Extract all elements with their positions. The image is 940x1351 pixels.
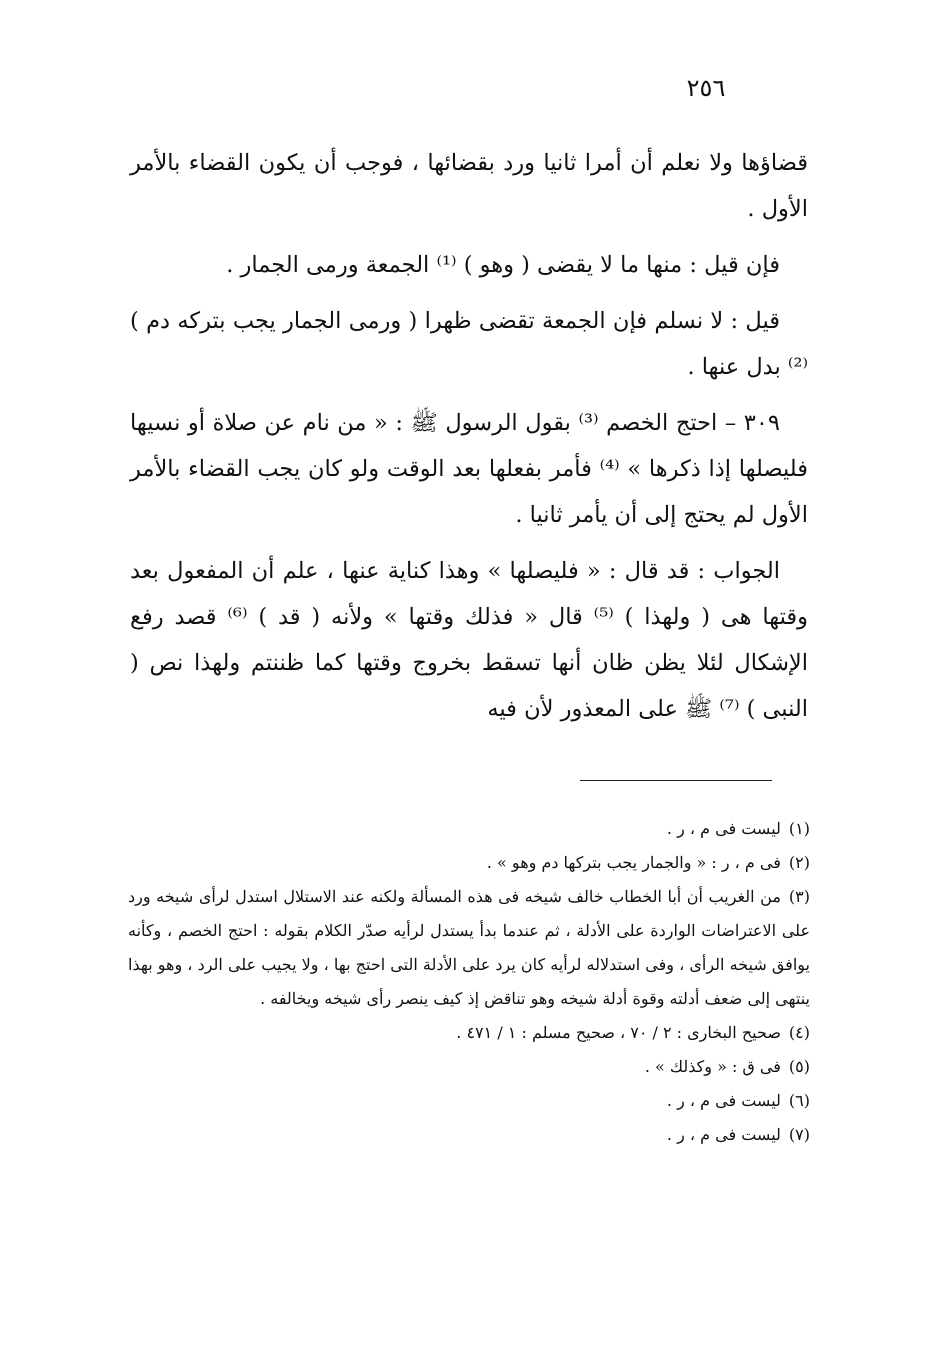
paragraph: قضاؤها ولا نعلم أن أمرا ثانيا ورد بقضائها ، فوجب أن يكون القضاء بالأمر الأول . — [130, 150, 808, 222]
footnote-text: صحيح البخارى : ٢ / ٧٠ ، صحيح مسلم : ١ / ٤٧١ . — [456, 1023, 781, 1042]
footnote-text: ليست فى م ، ر . — [666, 1125, 781, 1144]
footnote-text: ليست فى م ، ر . — [666, 819, 781, 838]
footnote-number: (١) — [788, 819, 810, 838]
footnote-text: فى ق : « وكذلك » . — [644, 1057, 781, 1076]
footnotes — [128, 812, 810, 1152]
footnote — [128, 812, 810, 846]
footnote — [128, 1084, 810, 1118]
main-text — [130, 140, 808, 742]
footnote-text: من الغريب أن أبا الخطاب خالف شيخه فى هذه المسألة ولكنه عند الاستلال استدل لرأى شيخه ورد على الاعتراضات الواردة على الأدلة ، ثم عندما بدأ يستدل لرأيه صدّر الكلام بقوله : احتج الخصم ، وكأنه يوافق شيخه الرأى ، وفى استدلاله لرأيه كان يرد على الأدلة التى احتج بها ، ولا يجيب على الرد ، وهو بهذا ينتهى إلى ضعف أدلته وقوة أدلة شيخه وهو تناقض إذ كيف ينصر رأى شيخه ويخالفه . — [128, 887, 810, 1008]
footnote — [128, 880, 810, 1016]
footnote-number: (٤) — [788, 1023, 810, 1042]
footnote-separator — [580, 780, 772, 781]
paragraph: فإن قيل : منها ما لا يقضى ( وهو ) ⁽¹⁾ الجمعة ورمى الجمار . — [226, 252, 780, 278]
footnote — [128, 846, 810, 880]
footnote-number: (٢) — [788, 853, 810, 872]
footnote — [128, 1118, 810, 1152]
footnote — [128, 1050, 810, 1084]
footnote-number: (٣) — [788, 887, 810, 906]
footnote-number: (٦) — [788, 1091, 810, 1110]
footnote — [128, 1016, 810, 1050]
footnote-text: ليست فى م ، ر . — [666, 1091, 781, 1110]
paragraph: الجواب : قد قال : « فليصلها » وهذا كناية عنها ، علم أن المفعول بعد وقتها هى ( ولهذا ) ⁽⁵⁾ قال « فذلك وقتها » ولأنه ( قد ) ⁽⁶⁾ قصد رفع الإشكال لئلا يظن ظان أنها تسقط بخروج وقتها كما ظننتم ولهذا نص ( النبى ) ⁽⁷⁾ ﷺ على المعذور لأن فيه — [130, 558, 808, 722]
paragraph: ٣٠٩ – احتج الخصم ⁽³⁾ بقول الرسول ﷺ : « من نام عن صلاة أو نسيها فليصلها إذا ذكرها » ⁽⁴⁾ فأمر بفعلها بعد الوقت ولو كان يجب القضاء بالأمر الأول لم يحتج إلى أن يأمر ثانيا . — [130, 410, 808, 528]
footnote-number: (٧) — [788, 1125, 810, 1144]
paragraph: قيل : لا نسلم فإن الجمعة تقضى ظهرا ( ورمى الجمار يجب بتركه دم ) ⁽²⁾ بدل عنها . — [130, 308, 808, 380]
footnote-text: فى م ، ر : « والجمار يجب بتركها دم وهو » . — [486, 853, 781, 872]
footnote-number: (٥) — [788, 1057, 810, 1076]
page-number: ٢٥٦ — [686, 74, 726, 102]
